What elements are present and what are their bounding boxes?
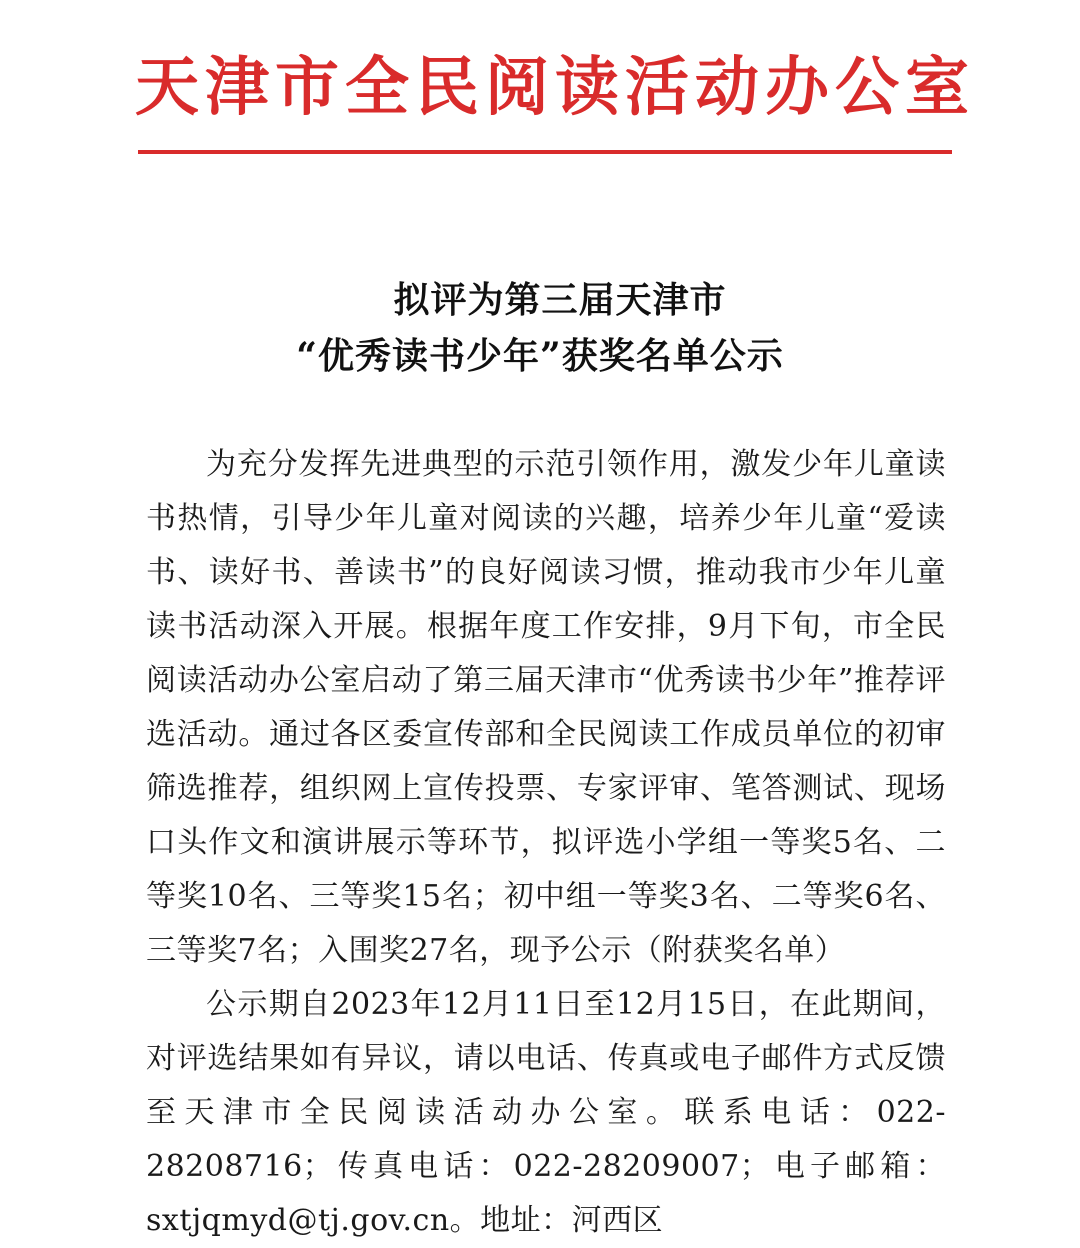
letterhead-red-rule (138, 150, 952, 154)
letterhead (0, 0, 1080, 170)
body-paragraph-1: 为充分发挥先进典型的示范引领作用，激发少年儿童读书热情，引导少年儿童对阅读的兴趣，培养少年儿童“爱读书、读好书、善读书”的良好阅读习惯，推动我市少年儿童读书活动深入开展。根据年度工作安排，9月下旬，市全民阅读活动办公室启动了第三届天津市“优秀读书少年”推荐评选活动。通过各区委宣传部和全民阅读工作成员单位的初审筛选推荐，组织网上宣传投票、专家评审、笔答测试、现场口头作文和演讲展示等环节，拟评选小学组一等奖5名、二等奖10名、三等奖15名；初中组一等奖3名、二等奖6名、三等奖7名；入围奖27名，现予公示（附获奖名单） (146, 447, 946, 968)
letterhead-org-name: 天津市全民阅读活动办公室 (135, 51, 975, 125)
document-body (146, 438, 946, 1248)
document-title-line-1: 拟评为第三届天津市 (393, 279, 727, 321)
body-paragraph-2: 公示期自2023年12月11日至12月15日，在此期间，对评选结果如有异议，请以电话、传真或电子邮件方式反馈至天津市全民阅读活动办公室。联系电话：022-28208716；传真电话：022-28209007；电子邮箱：sxtjqmyd@tj.gov.cn。地址：河西区 (146, 987, 946, 1238)
document-title (0, 272, 1080, 384)
document-title-line-2: “优秀读书少年”获奖名单公示 (296, 335, 784, 377)
